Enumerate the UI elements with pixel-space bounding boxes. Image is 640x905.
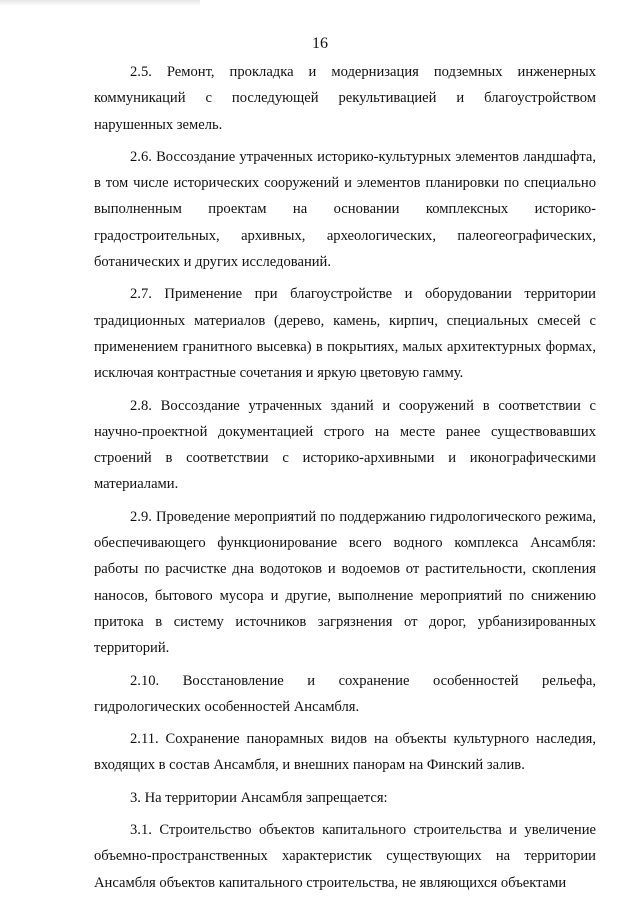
- paragraph-3-1: 3.1. Строительство объектов капитального строительства и увеличение объемно-пространственных характеристик существующих на территории Ансамбля объектов капитального строительства, не являющихся объектами: [94, 822, 596, 891]
- paragraph-2-10: 2.10. Восстановление и сохранение особенностей рельефа, гидрологических особенностей Ансамбля.: [94, 672, 596, 715]
- paragraph-2-6: 2.6. Воссоздание утраченных историко-культурных элементов ландшафта, в том числе исторических сооружений и элементов планировки по специально выполненным проектам на основании комплексных историко-градостроительных, архивных, археологических, палеогеографических, ботанических и других исследований.: [94, 148, 596, 271]
- paragraph-2-9: 2.9. Проведение мероприятий по поддержанию гидрологического режима, обеспечивающего функционирование всего водного комплекса Ансамбля: работы по расчистке дна водотоков и водоемов от растительности, скопления наносов, бытового мусора и другие, выполнение мероприятий по снижению притока в систему источников загрязнения от дорог, урбанизированных территорий.: [94, 508, 596, 657]
- paragraph-2-11: 2.11. Сохранение панорамных видов на объекты культурного наследия, входящих в состав Ансамбля, и внешних панорам на Финский залив.: [94, 731, 596, 774]
- paragraph-2-8: 2.8. Воссоздание утраченных зданий и сооружений в соответствии с научно-проектной документацией строго на месте ранее существовавших строений в соответствии с историко-архивными и иконографическими материалами.: [94, 397, 596, 493]
- paragraph-2-5: 2.5. Ремонт, прокладка и модернизация подземных инженерных коммуникаций с последующей рекультивацией и благоустройством нарушенных земель.: [94, 64, 596, 133]
- page-number: 16: [312, 35, 328, 52]
- scan-edge: [0, 0, 200, 6]
- document-body: [94, 59, 596, 902]
- paragraph-2-7: 2.7. Применение при благоустройстве и оборудовании территории традиционных материалов (дерево, камень, кирпич, специальных смесей с применением гранитного высевка) в покрытиях, малых архитектурных формах, исключая контрастные сочетания и яркую цветовую гамму.: [94, 286, 596, 382]
- paragraph-3: 3. На территории Ансамбля запрещается:: [130, 789, 388, 806]
